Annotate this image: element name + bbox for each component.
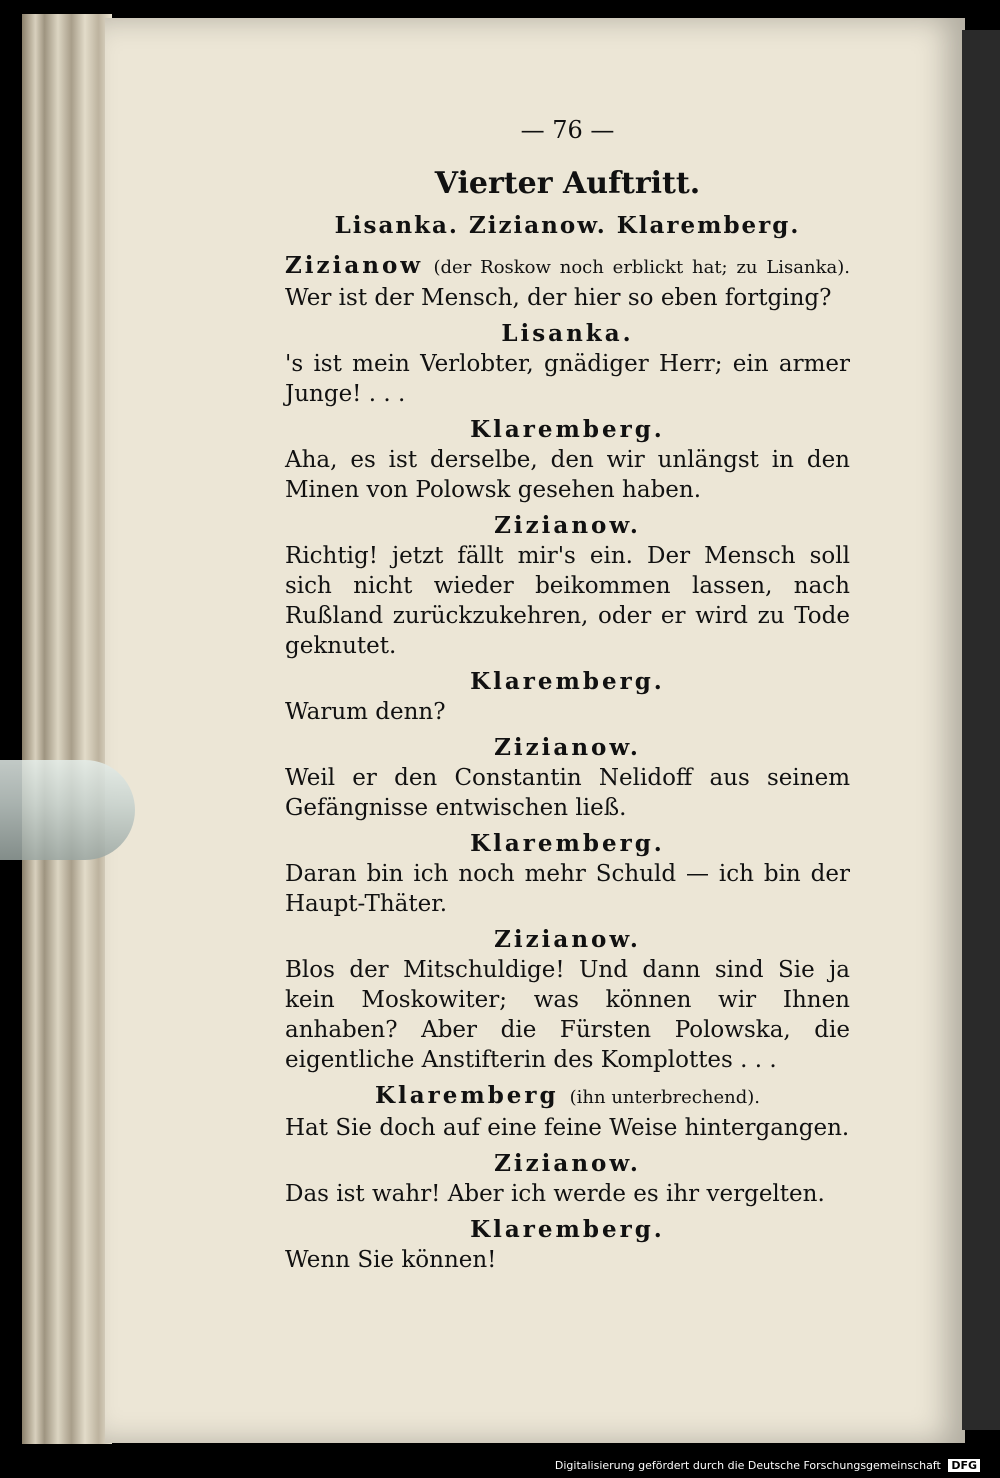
persons-list: Lisanka. Zizianow. Klaremberg.: [334, 212, 801, 239]
speaker: Klaremberg.: [470, 416, 665, 443]
stage-direction: (ihn unterbrechend).: [569, 1087, 760, 1108]
speaker: Klaremberg.: [470, 1216, 665, 1243]
speech-text: Hat Sie doch auf eine feine Weise hintergangen.: [285, 1115, 850, 1141]
speech-text: Richtig! jetzt fällt mir's ein. Der Mensch soll sich nicht wieder beikommen lassen, nach Rußland zurückzukehren, oder er wird zu Tode geknutet.: [285, 543, 850, 659]
stage-direction: (der Roskow noch erblickt hat; zu Lisanka).: [433, 257, 850, 278]
speaker: Zizianow.: [494, 926, 641, 953]
page-text: [285, 115, 850, 1281]
page-edges: [22, 14, 112, 1444]
page-clip: [0, 760, 135, 860]
speaker: Zizianow.: [494, 734, 641, 761]
page-number: — 76 —: [520, 116, 615, 144]
digitization-footer: [0, 1459, 1000, 1472]
speaker: Klaremberg.: [470, 830, 665, 857]
speech-text: Daran bin ich noch mehr Schuld — ich bin der Haupt-Thäter.: [285, 861, 850, 917]
speech-text: Wenn Sie können!: [285, 1247, 497, 1273]
speaker: Klaremberg.: [470, 668, 665, 695]
speaker-with-stage: [285, 1081, 850, 1113]
speech-text: Aha, es ist derselbe, den wir unlängst in den Minen von Polowsk gesehen haben.: [285, 447, 850, 503]
speaker: Lisanka.: [501, 320, 634, 347]
speech-text: Weil er den Constantin Nelidoff aus seinem Gefängnisse entwischen ließ.: [285, 765, 850, 821]
speech-1: [285, 251, 850, 313]
scene-heading: Vierter Auftritt.: [434, 166, 701, 201]
footer-text: Digitalisierung gefördert durch die Deutsche Forschungsgemeinschaft: [554, 1459, 941, 1472]
speaker: Zizianow.: [494, 1150, 641, 1177]
facing-page-edge: [962, 30, 1000, 1430]
speech-text: 's ist mein Verlobter, gnädiger Herr; ein armer Junge! . . .: [285, 351, 850, 407]
speaker: Klaremberg: [375, 1082, 559, 1109]
dfg-logo: DFG: [948, 1459, 980, 1472]
speech-text: Wer ist der Mensch, der hier so eben fortging?: [285, 285, 832, 311]
speech-text: Blos der Mitschuldige! Und dann sind Sie ja kein Moskowiter; was können wir Ihnen anhaben? Aber die Fürsten Polowska, die eigentliche Anstifterin des Komplottes . . .: [285, 957, 850, 1073]
speaker: Zizianow: [285, 252, 424, 279]
speech-text: Warum denn?: [285, 699, 446, 725]
speaker: Zizianow.: [494, 512, 641, 539]
speech-text: Das ist wahr! Aber ich werde es ihr vergelten.: [285, 1181, 825, 1207]
